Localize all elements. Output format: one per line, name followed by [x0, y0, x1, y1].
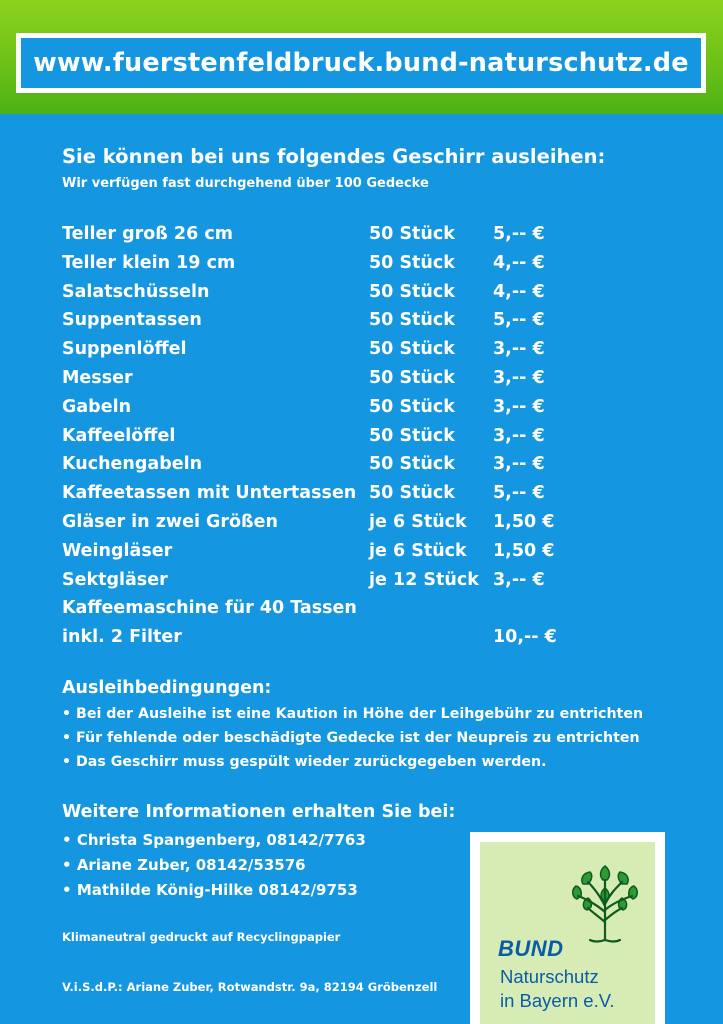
bund-logo: [470, 832, 665, 1024]
item-price: 3,-- €: [493, 454, 545, 475]
conditions-title: Ausleihbedingungen:: [62, 678, 272, 698]
tree-icon: [568, 862, 642, 944]
logo-line-1: Naturschutz: [500, 966, 599, 987]
item-price: 1,50 €: [493, 540, 555, 561]
item-quantity: 50 Stück: [369, 252, 455, 273]
logo-panel: [480, 842, 655, 1024]
item-name: Suppentassen: [62, 310, 202, 331]
item-price: 3,-- €: [493, 367, 545, 388]
item-quantity: 50 Stück: [369, 339, 455, 360]
item-quantity: 50 Stück: [369, 396, 455, 417]
item-price: 10,-- €: [493, 627, 557, 648]
offer-subheading: Wir verfügen fast durchgehend über 100 Gedecke: [62, 176, 429, 191]
logo-bund-text: BUND: [498, 936, 564, 961]
item-price: 5,-- €: [493, 310, 545, 331]
contact-item: • Christa Spangenberg, 08142/7763: [62, 831, 366, 856]
url-box: [16, 33, 706, 93]
item-price: 3,-- €: [493, 396, 545, 417]
item-quantity: 50 Stück: [369, 367, 455, 388]
item-name: Weingläser: [62, 540, 173, 561]
item-quantity: 50 Stück: [369, 454, 455, 475]
conditions-list: [62, 706, 643, 778]
item-quantity: je 12 Stück: [369, 569, 479, 590]
item-quantity: 50 Stück: [369, 224, 455, 244]
contact-item: • Ariane Zuber, 08142/53576: [62, 856, 366, 881]
item-name: Salatschüsseln: [62, 281, 210, 302]
item-name: Sektgläser: [62, 569, 168, 590]
item-name: Kaffeetassen mit Untertassen: [62, 483, 357, 504]
item-price: 5,-- €: [493, 224, 545, 244]
climate-note: Klimaneutral gedruckt auf Recyclingpapier: [62, 930, 341, 944]
item-name: Gläser in zwei Größen: [62, 511, 278, 532]
item-price: 5,-- €: [493, 483, 545, 504]
condition-item: • Für fehlende oder beschädigte Gedecke ist der Neupreis zu entrichten: [62, 730, 643, 754]
item-quantity: 50 Stück: [369, 310, 455, 331]
condition-item: • Bei der Ausleihe ist eine Kaution in Höhe der Leihgebühr zu entrichten: [62, 706, 643, 730]
item-price: 3,-- €: [493, 569, 545, 590]
item-name: Kaffeelöffel: [62, 425, 176, 446]
website-url[interactable]: www.fuerstenfeldbruck.bund-naturschutz.de: [21, 38, 701, 88]
item-name: Teller groß 26 cm: [62, 224, 233, 244]
info-title: Weitere Informationen erhalten Sie bei:: [62, 802, 456, 822]
item-quantity: 50 Stück: [369, 281, 455, 302]
item-quantity: je 6 Stück: [369, 540, 467, 561]
condition-item: • Das Geschirr muss gespült wieder zurückgegeben werden.: [62, 754, 643, 778]
item-price: 1,50 €: [493, 511, 555, 532]
offer-heading: Sie können bei uns folgendes Geschirr ausleihen:: [62, 145, 606, 168]
item-price: 4,-- €: [493, 252, 545, 273]
item-quantity: je 6 Stück: [369, 511, 467, 532]
item-price: 3,-- €: [493, 425, 545, 446]
contact-item: • Mathilde König-Hilke 08142/9753: [62, 881, 366, 906]
item-name: Messer: [62, 367, 133, 388]
item-quantity: 50 Stück: [369, 483, 455, 504]
item-price: 4,-- €: [493, 281, 545, 302]
item-name: Gabeln: [62, 396, 132, 417]
contact-list: [62, 831, 366, 906]
logo-line-2: in Bayern e.V.: [500, 990, 615, 1011]
item-price: 3,-- €: [493, 339, 545, 360]
item-name: Kuchengabeln: [62, 454, 203, 475]
item-quantity: 50 Stück: [369, 425, 455, 446]
item-name: inkl. 2 Filter: [62, 627, 182, 648]
imprint: V.i.S.d.P.: Ariane Zuber, Rotwandstr. 9a, 82194 Gröbenzell: [62, 980, 438, 994]
item-name: Teller klein 19 cm: [62, 252, 236, 273]
item-name: Kaffeemaschine für 40 Tassen: [62, 598, 357, 619]
item-name: Suppenlöffel: [62, 339, 187, 360]
